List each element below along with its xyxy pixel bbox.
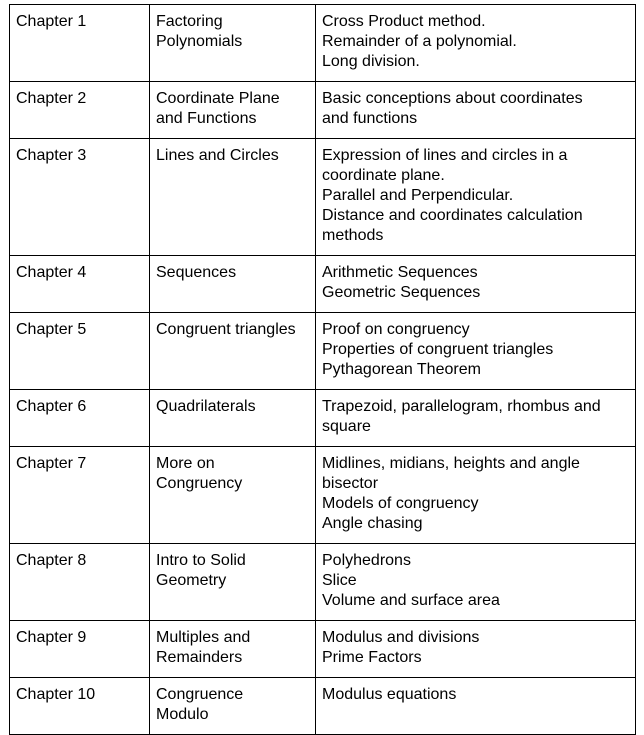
topic-cell: More on Congruency bbox=[150, 447, 316, 544]
chapter-cell: Chapter 10 bbox=[10, 678, 150, 735]
chapter-cell: Chapter 7 bbox=[10, 447, 150, 544]
topic-cell: Factoring Polynomials bbox=[150, 5, 316, 82]
table-row bbox=[10, 5, 636, 82]
topic-cell: Coordinate Plane and Functions bbox=[150, 82, 316, 139]
topic-cell: Congruent triangles bbox=[150, 313, 316, 390]
details-cell: Basic conceptions about coordinates and functions bbox=[316, 82, 636, 139]
chapter-cell: Chapter 1 bbox=[10, 5, 150, 82]
topic-cell: Congruence Modulo bbox=[150, 678, 316, 735]
details-cell: Trapezoid, parallelogram, rhombus and square bbox=[316, 390, 636, 447]
details-cell: Cross Product method. Remainder of a polynomial. Long division. bbox=[316, 5, 636, 82]
chapter-cell: Chapter 2 bbox=[10, 82, 150, 139]
topic-cell: Intro to Solid Geometry bbox=[150, 544, 316, 621]
topic-cell: Sequences bbox=[150, 256, 316, 313]
table-row bbox=[10, 390, 636, 447]
chapter-cell: Chapter 8 bbox=[10, 544, 150, 621]
topic-cell: Quadrilaterals bbox=[150, 390, 316, 447]
details-cell: Modulus equations bbox=[316, 678, 636, 735]
details-cell: Modulus and divisions Prime Factors bbox=[316, 621, 636, 678]
details-cell: Expression of lines and circles in a coordinate plane. Parallel and Perpendicular. Distance and coordinates calculation methods bbox=[316, 139, 636, 256]
chapter-cell: Chapter 6 bbox=[10, 390, 150, 447]
table-row bbox=[10, 139, 636, 256]
details-cell: Midlines, midians, heights and angle bisector Models of congruency Angle chasing bbox=[316, 447, 636, 544]
chapter-cell: Chapter 9 bbox=[10, 621, 150, 678]
table-row bbox=[10, 544, 636, 621]
chapter-cell: Chapter 3 bbox=[10, 139, 150, 256]
topic-cell: Multiples and Remainders bbox=[150, 621, 316, 678]
chapter-cell: Chapter 5 bbox=[10, 313, 150, 390]
chapter-cell: Chapter 4 bbox=[10, 256, 150, 313]
topic-cell: Lines and Circles bbox=[150, 139, 316, 256]
table-row bbox=[10, 678, 636, 735]
details-cell: Proof on congruency Properties of congruent triangles Pythagorean Theorem bbox=[316, 313, 636, 390]
table-row bbox=[10, 447, 636, 544]
details-cell: Polyhedrons Slice Volume and surface area bbox=[316, 544, 636, 621]
details-cell: Arithmetic Sequences Geometric Sequences bbox=[316, 256, 636, 313]
table-row bbox=[10, 313, 636, 390]
table-row bbox=[10, 621, 636, 678]
table-row bbox=[10, 82, 636, 139]
table-row bbox=[10, 256, 636, 313]
syllabus-table bbox=[9, 4, 636, 735]
